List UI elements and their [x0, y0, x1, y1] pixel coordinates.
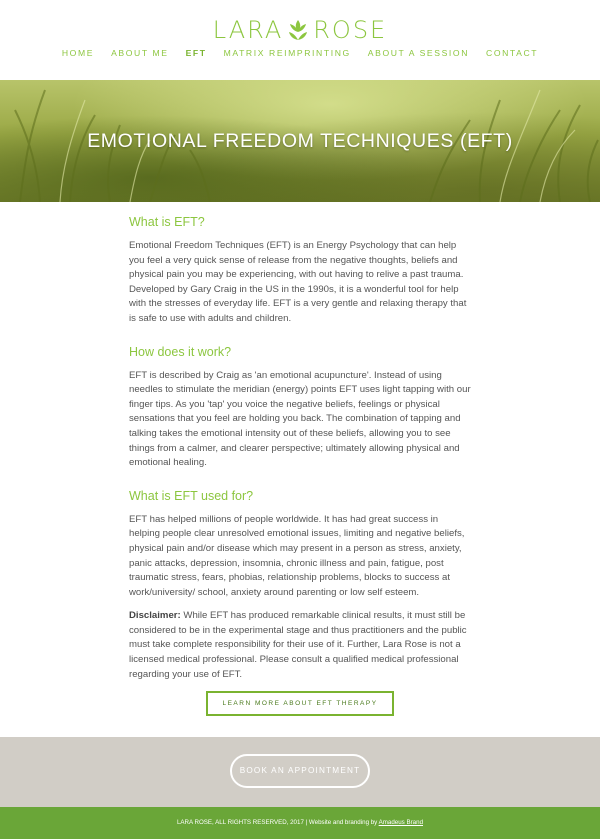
section-paragraph: EFT has helped millions of people worldwide. It has had great success in helping people clear unresolved emotional issues, limiting and negative beliefs, physical pain and/or disease which may present in a person as stress, anxiety, panic attacks, depression, insomnia, chronic illness and pain, fatigue, post traumatic stress, fears, phobias, relationship problems, blocks to success at work/university/ school, anxiety around parenting or low self esteem.: [129, 513, 465, 598]
disclaimer-paragraph: [129, 609, 471, 682]
section-paragraph: EFT is described by Craig as 'an emotional acupuncture'. Instead of using needles to stimulate the meridian (energy) points EFT uses light tapping with our finger tips. As you 'tap' you voice the negative beliefs, feelings or physical sensations that you feel are holding you back. The combination of tapping and talking takes the emotional intensity out of these beliefs, allowing you to see things from a calmer, and clearer perspective; ultimately allowing physical and emotional healing.: [129, 369, 471, 469]
spacer: [129, 480, 471, 488]
book-appointment-button[interactable]: BOOK AN APPOINTMENT: [230, 754, 370, 788]
site-header: [0, 0, 600, 80]
footer-credit-link[interactable]: Amadeus Brand: [378, 819, 424, 826]
nav-contact[interactable]: CONTACT: [486, 48, 539, 58]
main-content: [129, 202, 471, 716]
section-paragraph: Emotional Freedom Techniques (EFT) is an Energy Psychology that can help you feel a very quick sense of release from the negative thoughts, beliefs and physical pain you may be experiencing, with out having to relive a past trauma. Developed by Gary Craig in the US in the 1990s, it is a wonderful tool for help with the stresses of everyday life. EFT is a very gentle and relaxing therapy that is safe to use with adults and children.: [129, 240, 467, 324]
footer-copyright: LARA ROSE, ALL RIGHTS RESERVED, 2017 | Website and branding by: [176, 819, 379, 826]
main-nav: [0, 48, 600, 58]
nav-about-me[interactable]: ABOUT ME: [111, 48, 169, 58]
section-heading-what-is-eft: What is EFT?: [129, 215, 205, 229]
nav-about-a-session[interactable]: ABOUT A SESSION: [367, 48, 470, 58]
logo-text-right: ROSE: [313, 16, 388, 44]
learn-more-wrap: [0, 691, 600, 716]
logo-text-left: LARA: [212, 16, 284, 44]
leaf-icon: [287, 18, 309, 42]
site-logo[interactable]: [0, 16, 600, 44]
nav-home[interactable]: HOME: [61, 48, 95, 58]
hero-title: EMOTIONAL FREEDOM TECHNIQUES (EFT): [87, 130, 513, 152]
hero-banner: [0, 80, 600, 202]
nav-matrix-reimprinting[interactable]: MATRIX REIMPRINTING: [223, 48, 351, 58]
section-heading-how-does-it-work: How does it work?: [129, 344, 232, 359]
learn-more-button[interactable]: LEARN MORE ABOUT EFT THERAPY: [206, 691, 393, 716]
booking-band: [0, 737, 600, 807]
disclaimer-text: While EFT has produced remarkable clinical results, it must still be considered to be in the experimental stage and thus practitioners and the public must take complete responsibility for their use of it. Further, Lara Rose is not a licensed medical professional. Please consult a qualified medical professional regarding your use of EFT.: [129, 610, 467, 680]
section-heading-what-is-eft-used-for: What is EFT used for?: [129, 488, 254, 503]
site-footer: [0, 807, 600, 839]
disclaimer-label: Disclaimer:: [129, 610, 181, 622]
spacer: [129, 336, 471, 344]
nav-eft[interactable]: EFT: [185, 48, 207, 58]
